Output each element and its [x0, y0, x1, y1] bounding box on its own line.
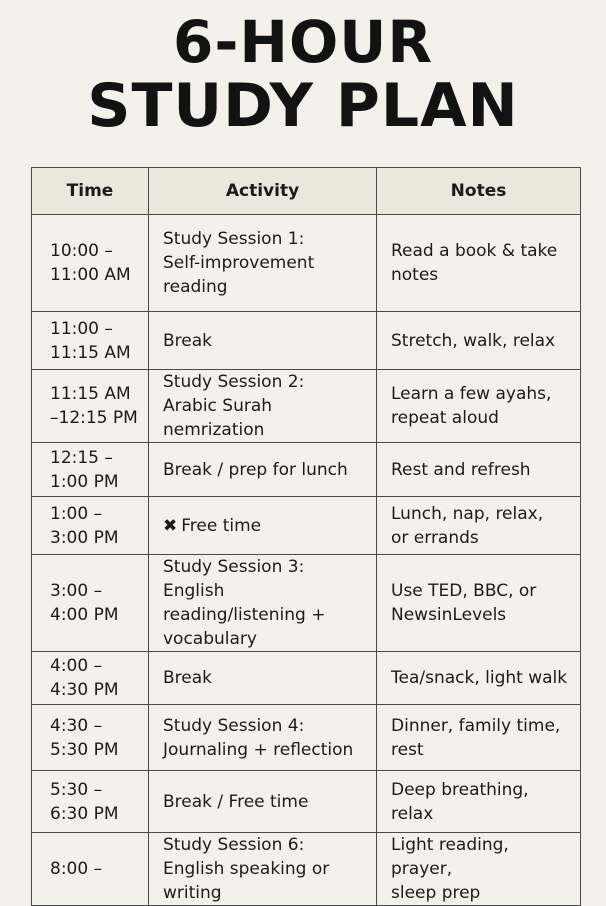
- column-header-activity: Activity: [149, 168, 377, 215]
- study-plan-table: [31, 167, 581, 906]
- table-row: [32, 833, 581, 906]
- notes-cell: Stretch, walk, relax: [377, 312, 581, 370]
- notes-cell: Dinner, family time, rest: [377, 705, 581, 771]
- notes-cell: Deep breathing, relax: [377, 771, 581, 833]
- notes-cell: Use TED, BBC, or NewsinLevels: [377, 555, 581, 652]
- time-cell: 4:00 – 4:30 PM: [32, 652, 149, 705]
- time-cell: 5:30 – 6:30 PM: [32, 771, 149, 833]
- x-mark-icon: ✖: [163, 515, 178, 536]
- table-row: [32, 705, 581, 771]
- activity-cell: Break: [149, 312, 377, 370]
- column-header-time: Time: [32, 168, 149, 215]
- activity-text: Free time: [181, 515, 262, 536]
- activity-cell: [149, 497, 377, 555]
- notes-cell: Rest and refresh: [377, 443, 581, 497]
- time-cell: 11:15 AM –12:15 PM: [32, 370, 149, 443]
- time-cell: 10:00 – 11:00 AM: [32, 215, 149, 312]
- activity-cell: Study Session 6: English speaking or writing: [149, 833, 377, 906]
- time-cell: 12:15 – 1:00 PM: [32, 443, 149, 497]
- activity-cell: Study Session 3: English reading/listening + vocabulary: [149, 555, 377, 652]
- activity-cell: Break / prep for lunch: [149, 443, 377, 497]
- page-title-line-2: STUDY PLAN: [87, 71, 519, 141]
- notes-cell: Light reading, prayer, sleep prep: [377, 833, 581, 906]
- table-row: [32, 555, 581, 652]
- activity-cell: Study Session 4: Journaling + reflection: [149, 705, 377, 771]
- time-cell: 3:00 – 4:00 PM: [32, 555, 149, 652]
- table-row: [32, 652, 581, 705]
- notes-cell: Tea/snack, light walk: [377, 652, 581, 705]
- activity-cell: Study Session 1: Self-improvement reading: [149, 215, 377, 312]
- table-row: [32, 215, 581, 312]
- time-cell: 1:00 – 3:00 PM: [32, 497, 149, 555]
- table-header-row: [32, 168, 581, 215]
- time-cell: 8:00 –: [32, 833, 149, 906]
- notes-cell: Learn a few ayahs, repeat aloud: [377, 370, 581, 443]
- column-header-notes: Notes: [377, 168, 581, 215]
- notes-cell: Lunch, nap, relax, or errands: [377, 497, 581, 555]
- table-row: [32, 771, 581, 833]
- activity-cell: Study Session 2: Arabic Surah nemrization: [149, 370, 377, 443]
- time-cell: 11:00 – 11:15 AM: [32, 312, 149, 370]
- table-row: [32, 497, 581, 555]
- table-row: [32, 443, 581, 497]
- activity-cell: Break / Free time: [149, 771, 377, 833]
- table-row: [32, 312, 581, 370]
- page-title-line-1: 6-HOUR: [172, 8, 434, 76]
- table-row: [32, 370, 581, 443]
- time-cell: 4:30 – 5:30 PM: [32, 705, 149, 771]
- notes-cell: Read a book & take notes: [377, 215, 581, 312]
- activity-cell: Break: [149, 652, 377, 705]
